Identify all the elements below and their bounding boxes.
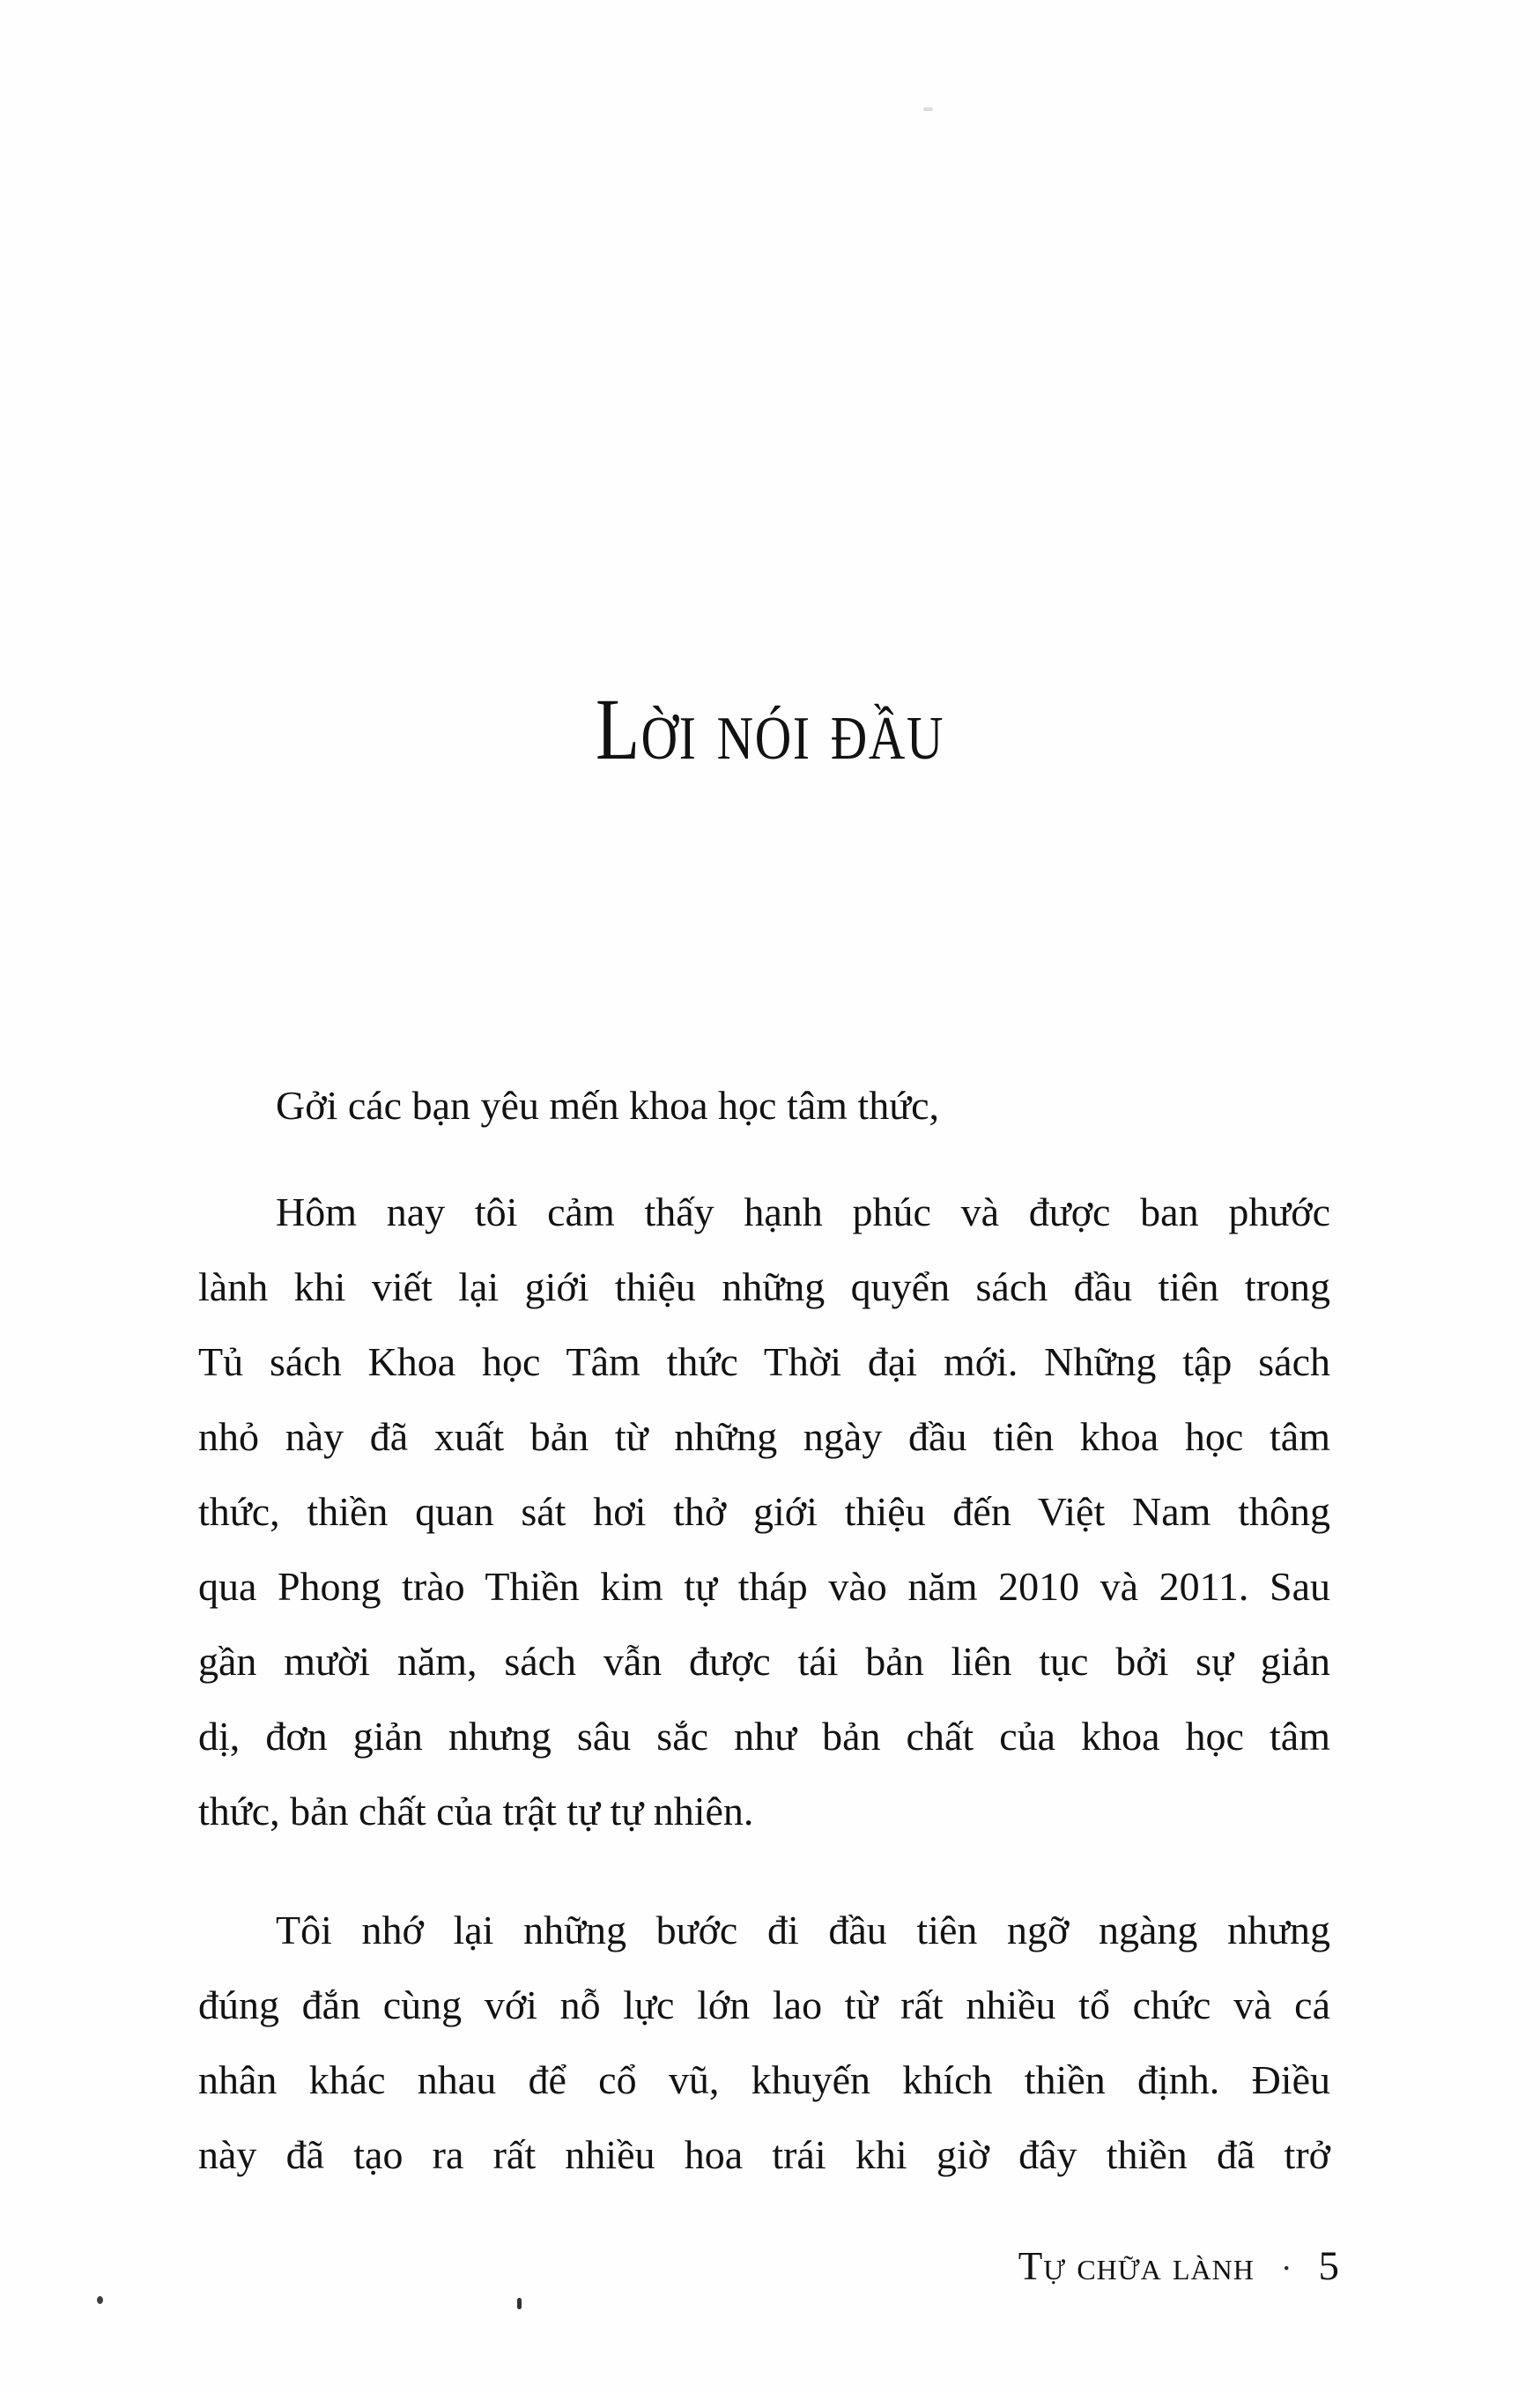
scan-artifact-mark [923, 107, 933, 111]
text-line: lành khi viết lại giới thiệu những quyển sách đầu tiên trong [198, 1264, 1330, 1309]
text-line: nhân khác nhau để cổ vũ, khuyến khích thiền định. Điều [198, 2057, 1330, 2102]
text-line: Tủ sách Khoa học Tâm thức Thời đại mới. Những tập sách [198, 1339, 1330, 1384]
text-line: Tôi nhớ lại những bước đi đầu tiên ngỡ ngàng nhưng [276, 1908, 1330, 1952]
body-text [198, 1068, 1330, 2192]
text-line: thức, thiền quan sát hơi thở giới thiệu đến Việt Nam thông [198, 1489, 1330, 1534]
text-line: nhỏ này đã xuất bản từ những ngày đầu tiên khoa học tâm [198, 1414, 1330, 1459]
running-book-title: Tự chữa lành [1018, 2244, 1255, 2288]
text-line: Hôm nay tôi cảm thấy hạnh phúc và được ban phước [276, 1189, 1330, 1234]
text-line: gần mười năm, sách vẫn được tái bản liên tục bởi sự giản [198, 1639, 1330, 1684]
scan-speck [517, 2298, 522, 2309]
text-line: qua Phong trào Thiền kim tự tháp vào năm 2010 và 2011. Sau [198, 1564, 1330, 1609]
separator-dot: · [1280, 2250, 1292, 2287]
scan-speck [97, 2296, 103, 2304]
text-line: đúng đắn cùng với nỗ lực lớn lao từ rất nhiều tổ chức và cá [198, 1982, 1330, 2027]
page-number: 5 [1318, 2243, 1339, 2289]
body-paragraph [198, 1893, 1330, 2192]
body-paragraph [198, 1174, 1330, 1848]
chapter-title: Lời nói đầu [595, 680, 945, 778]
running-footer [198, 2243, 1339, 2299]
text-line: dị, đơn giản nhưng sâu sắc như bản chất của khoa học tâm [198, 1714, 1330, 1759]
salutation-line: Gởi các bạn yêu mến khoa học tâm thức, [276, 1083, 940, 1128]
text-line: thức, bản chất của trật tự tự nhiên. [198, 1789, 754, 1834]
text-line: này đã tạo ra rất nhiều hoa trái khi giờ đây thiền đã trở [198, 2132, 1330, 2177]
